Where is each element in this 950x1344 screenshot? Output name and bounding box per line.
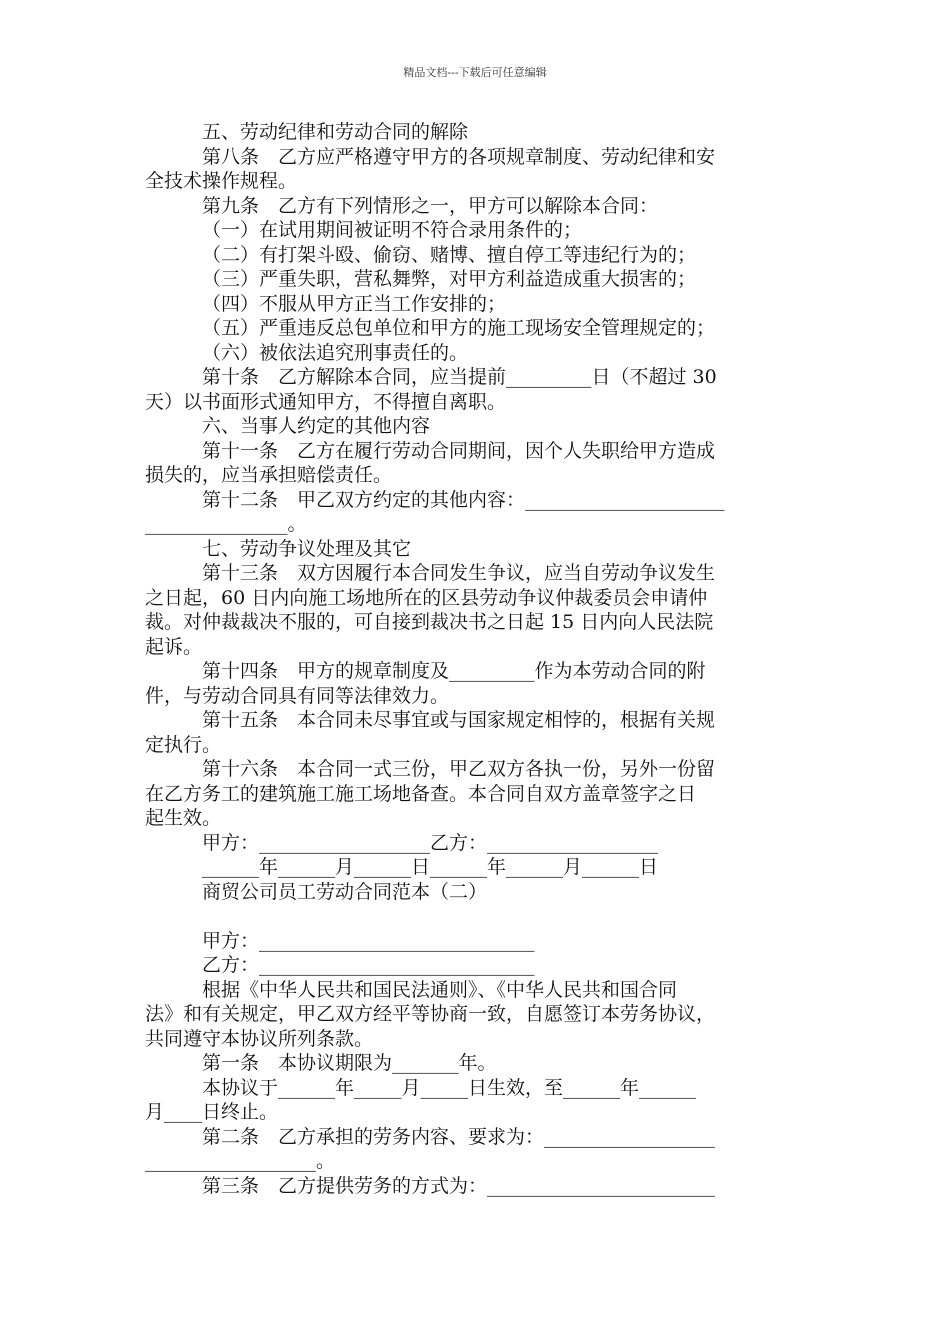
text-line: 甲方：_____________________________ (202, 929, 535, 952)
text-line: ______年______月______日______年______月______日 (202, 856, 659, 878)
blank-line (145, 904, 810, 929)
text-line: 第十六条 本合同一式三份，甲乙双方各执一份，另外一份留 (202, 758, 716, 780)
text-line: 天）以书面形式通知甲方，不得擅自离职。 (145, 390, 507, 413)
page-header: 精品文档---下载后可任意编辑 (403, 66, 547, 79)
text-line: 第九条 乙方有下列情形之一，甲方可以解除本合同： (202, 194, 659, 217)
text-line: 起诉。 (145, 635, 203, 658)
text-line: （一）在试用期间被证明不符合录用条件的； (202, 219, 583, 241)
text-line: 共同遵守本协议所列条款。 (145, 1027, 374, 1050)
text-line: 全技术操作规程。 (145, 170, 298, 192)
text-line: 在乙方务工的建筑施工施工场地备查。本合同自双方盖章签字之日 (145, 782, 697, 805)
text-line: 之日起，60 日内向施工场地所在的区县劳动争议仲裁委员会申请仲 (145, 586, 708, 609)
text-line: 本协议于______年_____月_____日生效，至______年______ (202, 1076, 697, 1099)
text-line: 六、当事人约定的其他内容 (202, 415, 431, 437)
text-line: 件，与劳动合同具有同等法律效力。 (145, 684, 450, 707)
text-line: 根据《中华人民共和国民法通则》、《中华人民共和国合同 (202, 978, 678, 1001)
text-line: 第二条 乙方承担的劳务内容、要求为：__________________ (202, 1125, 716, 1148)
text-line: 第十四条 甲方的规章制度及_________作为本劳动合同的附 (202, 660, 706, 682)
text-line: 商贸公司员工劳动合同范本（二） (202, 880, 488, 903)
text-line: 第一条 本协议期限为_______年。 (202, 1052, 497, 1074)
text-line: 定执行。 (145, 733, 222, 756)
text-line: 第十五条 本合同未尽事宜或与国家规定相悖的，根据有关规 (202, 709, 716, 731)
text-line: _______________。 (145, 513, 307, 535)
text-line: 月____日终止。 (145, 1101, 279, 1123)
text-line: 起生效。 (145, 807, 222, 829)
text-line: （三）严重失职，营私舞弊，对甲方利益造成重大损害的； (202, 268, 697, 290)
text-line: __________________。 (145, 1150, 336, 1172)
text-line: 第十条 乙方解除本合同，应当提前_________日（不超过 30 (202, 366, 717, 388)
text-line: 第十三条 双方因履行本合同发生争议，应当自劳动争议发生 (202, 562, 716, 584)
text-line: 五、劳动纪律和劳动合同的解除 (202, 121, 469, 143)
text-line: 损失的，应当承担赔偿责任。 (145, 464, 393, 486)
text-line: 甲方：__________________乙方：__________________ (202, 831, 659, 854)
text-line: 裁。对仲裁裁决不服的，可自接到裁决书之日起 15 日内向人民法院 (145, 611, 714, 633)
text-line: 第十一条 乙方在履行劳动合同期间，因个人失职给甲方造成 (202, 439, 716, 462)
text-line: （五）严重违反总包单位和甲方的施工现场安全管理规定的； (202, 317, 716, 339)
text-line: 法》和有关规定，甲乙双方经平等协商一致，自愿签订本劳务协议， (145, 1003, 716, 1025)
text-line: 第八条 乙方应严格遵守甲方的各项规章制度、劳动纪律和安 (202, 145, 716, 168)
text-line: 第十二条 甲乙双方约定的其他内容：_____________________ (202, 488, 725, 511)
document-body (145, 120, 810, 1198)
text-line: （二）有打架斗殴、偷窃、赌博、擅自停工等违纪行为的； (202, 243, 697, 266)
text-line: （四）不服从甲方正当工作安排的； (202, 292, 507, 315)
text-line: （六）被依法追究刑事责任的。 (202, 341, 469, 364)
text-line: 第三条 乙方提供劳务的方式为：________________________ (202, 1174, 716, 1197)
text-line: 乙方：_____________________________ (202, 954, 535, 976)
text-line: 七、劳动争议处理及其它 (202, 537, 412, 560)
